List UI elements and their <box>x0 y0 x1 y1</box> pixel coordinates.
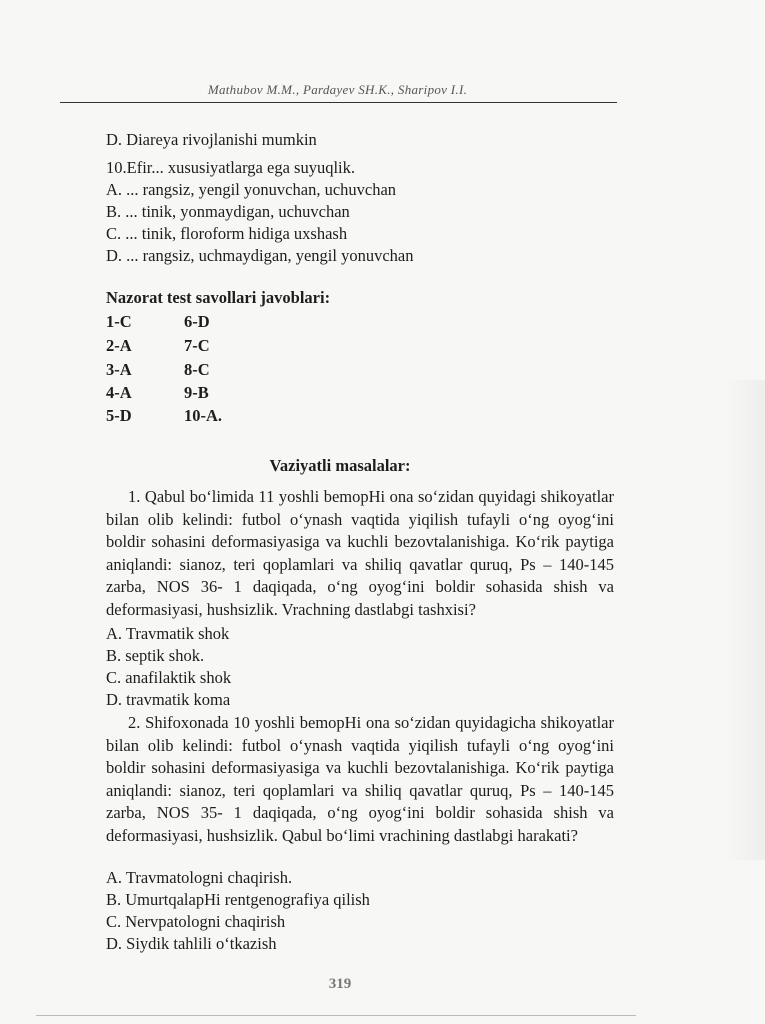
case2-option-a: A. Travmatologni chaqirish. <box>106 868 293 887</box>
answer-row <box>106 383 209 403</box>
answer-right: 8-C <box>184 360 210 379</box>
case2-text <box>106 712 614 847</box>
case2-option-d: D. Siydik tahlili o‘tkazish <box>106 934 277 953</box>
case1-text <box>106 486 614 621</box>
case1-option-c: C. anafilaktik shok <box>106 668 232 687</box>
answer-row <box>106 312 210 332</box>
answer-right: 10-A. <box>184 406 223 425</box>
case2-option-c: C. Nervpatologni chaqirish <box>106 912 286 931</box>
answer-right: 6-D <box>184 312 210 331</box>
page-edge-shadow <box>725 380 765 860</box>
case1-paragraph: 1. Qabul bo‘limida 11 yoshli bemopHi ona so‘zidan quyidagi shikoyatlar bilan olib kelindi: futbol o‘ynash vaqtida yiqilish tufayli o‘ng oyog‘ini boldir sohasini deformasiyasiga va kuchli bezovtalanishiga. Ko‘rik paytiga aniqlandi: sianoz, teri qoplamlari va shiliq qavatlar quruq, Ps – 140-145 zarba, NOS 36- 1 daqiqada, o‘ng oyog‘ini boldir sohasida shish va deformasiyasi, hushsizlik. Vrachning dastlabgi tashxisi? <box>106 487 614 619</box>
q10-question: 10.Efir... xususiyatlarga ega suyuqlik. <box>106 158 355 177</box>
case2-paragraph: 2. Shifoxonada 10 yoshli bemopHi ona so‘zidan quyidagicha shikoyatlar bilan olib kelindi: futbol o‘ynash vaqtida yiqilish tufayli o‘ng oyog‘ini boldir sohasini deformasiyasiga va kuchli bezovtalanishiga. Ko‘rik paytiga aniqlandi: sianoz, teri qoplamlari va shiliq qavatlar quruq, Ps – 140-145 zarba, NOS 35- 1 daqiqada, o‘ng oyog‘ini boldir sohasida shish va deformasiyasi, hushsizlik. Qabul bo‘limi vrachining dastlabgi harakati? <box>106 713 614 845</box>
q9-option-d: D. Diareya rivojlanishi mumkin <box>106 130 317 149</box>
case2-option-b: B. UmurtqalapHi rentgenografiya qilish <box>106 890 370 909</box>
header-rule <box>60 102 617 103</box>
answer-right: 7-C <box>184 336 210 355</box>
answer-left: 1-C <box>106 312 132 331</box>
answer-left: 2-A <box>106 336 132 355</box>
q10-option-c: C. ... tinik, floroform hidiga uxshash <box>106 224 348 243</box>
q10-option-b: B. ... tinik, yonmaydigan, uchuvchan <box>106 202 350 221</box>
bottom-rule <box>36 1015 636 1016</box>
answer-row <box>106 406 222 426</box>
q10-option-a: A. ... rangsiz, yengil yonuvchan, uchuvchan <box>106 180 397 199</box>
q10-option-d: D. ... rangsiz, uchmaydigan, yengil yonuvchan <box>106 246 414 265</box>
case1-option-b: B. septik shok. <box>106 646 205 665</box>
cases-title: Vaziyatli masalalar: <box>269 456 411 475</box>
running-header: Mathubov M.M., Pardayev SH.K., Sharipov I.I. <box>207 82 468 97</box>
answer-row <box>106 360 210 380</box>
case1-option-d: D. travmatik koma <box>106 690 231 709</box>
page-number: 319 <box>328 976 352 992</box>
answers-title: Nazorat test savollari javoblari: <box>106 288 331 307</box>
case1-option-a: A. Travmatik shok <box>106 624 230 643</box>
answer-right: 9-B <box>184 383 209 402</box>
answer-row <box>106 336 210 356</box>
answer-left: 5-D <box>106 406 132 425</box>
answer-left: 4-A <box>106 383 132 402</box>
answer-left: 3-A <box>106 360 132 379</box>
